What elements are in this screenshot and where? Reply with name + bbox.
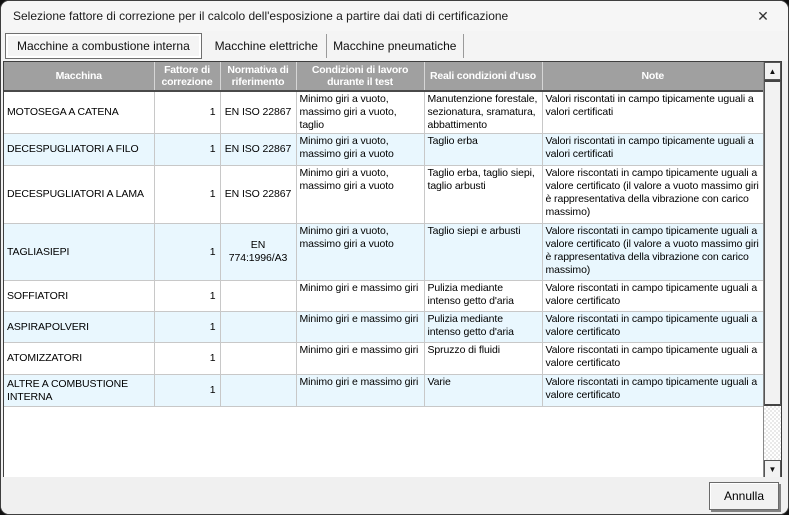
- tab-strip: [1, 31, 788, 61]
- cell-condizioni-uso[interactable]: Taglio siepi e arbusti: [424, 224, 542, 281]
- cell-condizioni-test[interactable]: Minimo giri a vuoto, massimo giri a vuoto, taglio: [296, 91, 424, 134]
- cell-note[interactable]: Valore riscontati in campo tipicamente uguali a valore certificato (il valore a vuoto massimo giri è rappresentativa della vibrazione con carico massimo): [542, 166, 763, 224]
- cell-note[interactable]: Valori riscontati in campo tipicamente uguali a valori certificati: [542, 134, 763, 166]
- machines-table: [4, 62, 763, 407]
- table-row[interactable]: [4, 91, 763, 134]
- title-bar: [1, 1, 788, 31]
- cell-fattore[interactable]: 1: [154, 134, 220, 166]
- cell-macchina[interactable]: TAGLIASIEPI: [4, 224, 154, 281]
- table-row[interactable]: [4, 375, 763, 407]
- tab-label: Macchine elettriche: [214, 39, 318, 53]
- cell-note[interactable]: Valore riscontati in campo tipicamente uguali a valore certificato: [542, 312, 763, 343]
- tab-macchine-elettriche[interactable]: [207, 34, 327, 58]
- cell-macchina[interactable]: ALTRE A COMBUSTIONE INTERNA: [4, 375, 154, 407]
- cell-normativa[interactable]: EN ISO 22867: [220, 166, 296, 224]
- dialog-title: Selezione fattore di correzione per il calcolo dell'esposizione a partire dai dati di certificazione: [13, 9, 509, 23]
- cell-note[interactable]: Valore riscontati in campo tipicamente uguali a valore certificato: [542, 281, 763, 312]
- cell-condizioni-test[interactable]: Minimo giri e massimo giri: [296, 343, 424, 375]
- vertical-scrollbar[interactable]: [763, 62, 781, 478]
- cell-macchina[interactable]: ASPIRAPOLVERI: [4, 312, 154, 343]
- footer-bar: [1, 477, 788, 514]
- cell-note[interactable]: Valori riscontati in campo tipicamente uguali a valori certificati: [542, 91, 763, 134]
- cell-condizioni-uso[interactable]: Taglio erba, taglio siepi, taglio arbusti: [424, 166, 542, 224]
- table-row[interactable]: [4, 312, 763, 343]
- cell-condizioni-test[interactable]: Minimo giri a vuoto, massimo giri a vuoto: [296, 166, 424, 224]
- column-header: Note: [542, 62, 763, 91]
- cell-normativa[interactable]: [220, 312, 296, 343]
- table-row[interactable]: [4, 166, 763, 224]
- cell-normativa[interactable]: EN 774:1996/A3: [220, 224, 296, 281]
- cell-condizioni-uso[interactable]: Taglio erba: [424, 134, 542, 166]
- machines-table-area: [4, 62, 763, 478]
- cell-condizioni-uso[interactable]: Varie: [424, 375, 542, 407]
- cell-condizioni-test[interactable]: Minimo giri e massimo giri: [296, 281, 424, 312]
- cell-fattore[interactable]: 1: [154, 375, 220, 407]
- cell-fattore[interactable]: 1: [154, 343, 220, 375]
- scrollbar-down-button[interactable]: [764, 460, 781, 478]
- cell-normativa[interactable]: EN ISO 22867: [220, 91, 296, 134]
- close-button[interactable]: [748, 4, 778, 28]
- scrollbar-up-button[interactable]: [764, 62, 781, 80]
- column-header: Macchina: [4, 62, 154, 91]
- cell-normativa[interactable]: [220, 375, 296, 407]
- cell-macchina[interactable]: ATOMIZZATORI: [4, 343, 154, 375]
- cell-macchina[interactable]: DECESPUGLIATORI A FILO: [4, 134, 154, 166]
- cell-condizioni-uso[interactable]: Manutenzione forestale, sezionatura, sramatura, abbattimento: [424, 91, 542, 134]
- cell-fattore[interactable]: 1: [154, 224, 220, 281]
- cell-condizioni-uso[interactable]: Pulizia mediante intenso getto d'aria: [424, 312, 542, 343]
- cell-macchina[interactable]: SOFFIATORI: [4, 281, 154, 312]
- cell-condizioni-test[interactable]: Minimo giri a vuoto, massimo giri a vuoto: [296, 134, 424, 166]
- cell-condizioni-uso[interactable]: Pulizia mediante intenso getto d'aria: [424, 281, 542, 312]
- cell-note[interactable]: Valore riscontati in campo tipicamente uguali a valore certificato (il valore a vuoto massimo giri è rappresentativa della vibrazione con carico massimo): [542, 224, 763, 281]
- cell-fattore[interactable]: 1: [154, 91, 220, 134]
- cell-normativa[interactable]: [220, 343, 296, 375]
- table-row[interactable]: [4, 281, 763, 312]
- tab-label: Macchine pneumatiche: [333, 39, 457, 53]
- machines-grid: [3, 61, 782, 479]
- close-icon: ✕: [757, 7, 769, 24]
- cancel-button[interactable]: Annulla: [709, 482, 779, 510]
- cell-condizioni-test[interactable]: Minimo giri a vuoto, massimo giri a vuoto: [296, 224, 424, 281]
- cell-fattore[interactable]: 1: [154, 312, 220, 343]
- table-row[interactable]: [4, 224, 763, 281]
- cell-fattore[interactable]: 1: [154, 281, 220, 312]
- cell-note[interactable]: Valore riscontati in campo tipicamente uguali a valore certificato: [542, 343, 763, 375]
- cell-normativa[interactable]: EN ISO 22867: [220, 134, 296, 166]
- cell-condizioni-test[interactable]: Minimo giri e massimo giri: [296, 312, 424, 343]
- cell-condizioni-test[interactable]: Minimo giri e massimo giri: [296, 375, 424, 407]
- scrollbar-thumb[interactable]: [764, 80, 781, 406]
- cell-macchina[interactable]: DECESPUGLIATORI A LAMA: [4, 166, 154, 224]
- tab-macchine-combustione-interna[interactable]: [5, 33, 202, 59]
- cell-condizioni-uso[interactable]: Spruzzo di fluidi: [424, 343, 542, 375]
- column-header: Reali condizioni d'uso: [424, 62, 542, 91]
- scroll-down-icon: ▼: [768, 464, 777, 474]
- table-row[interactable]: [4, 343, 763, 375]
- tab-label: Macchine a combustione interna: [17, 39, 190, 53]
- table-row[interactable]: [4, 134, 763, 166]
- header-row: [4, 62, 763, 91]
- cell-fattore[interactable]: 1: [154, 166, 220, 224]
- cell-macchina[interactable]: MOTOSEGA A CATENA: [4, 91, 154, 134]
- tab-macchine-pneumatiche[interactable]: [327, 34, 464, 58]
- column-header: Normativa di riferimento: [220, 62, 296, 91]
- column-header: Condizioni di lavoro durante il test: [296, 62, 424, 91]
- column-header: Fattore di correzione: [154, 62, 220, 91]
- cell-normativa[interactable]: [220, 281, 296, 312]
- cell-note[interactable]: Valore riscontati in campo tipicamente uguali a valore certificato: [542, 375, 763, 407]
- scroll-up-icon: ▲: [768, 66, 777, 76]
